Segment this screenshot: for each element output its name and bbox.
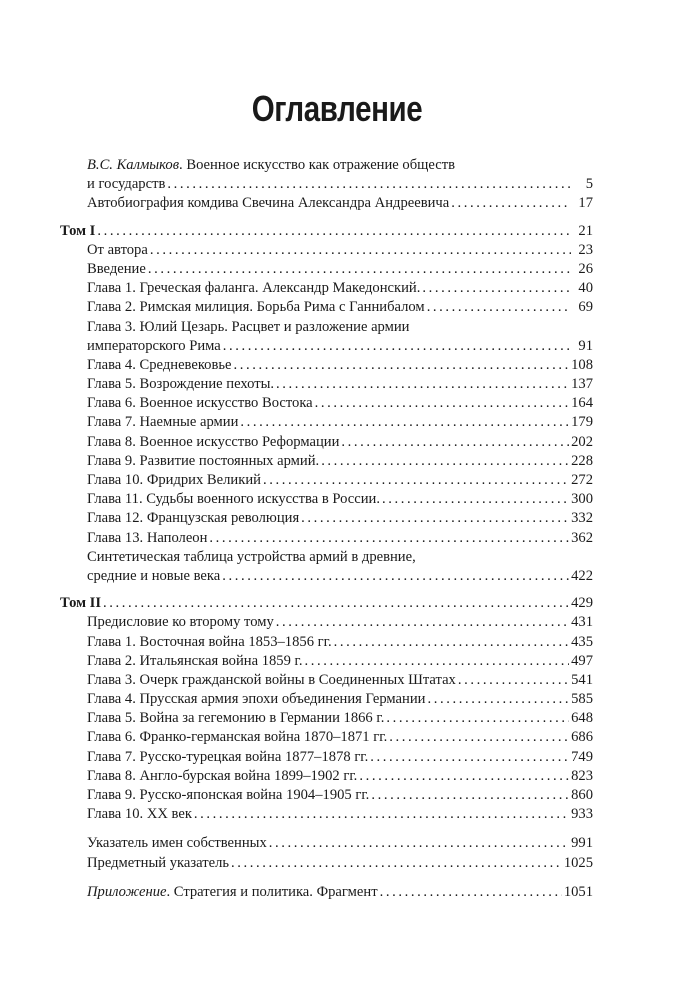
toc-entry-text: Глава 12. Французская революция [87,510,300,527]
leader-dots [194,805,569,824]
leader-dots [240,413,569,432]
leader-dots [380,883,562,902]
toc-entry [60,728,593,747]
toc-entry-text: Глава 6. Военное искусство Востока [87,395,313,412]
page-number: 23 [578,241,593,258]
page-number: 179 [571,414,593,431]
volume-label: Том II [60,595,102,612]
toc-entry-text: Глава 9. Русско-японская война 1904–1905 гг. [87,787,370,803]
toc-entry-text: Глава 8. Англо-бурская война 1899–1902 гг. [87,767,358,784]
toc-entry [60,767,593,786]
toc-entry-text: Глава 4. Средневековье [87,356,232,373]
toc-entry-biography [60,194,593,213]
toc-entry [60,854,593,873]
toc-entry-text: Введение [87,260,146,277]
toc-entry [60,509,593,528]
toc-entry [60,709,593,728]
page-number: 228 [571,452,593,469]
toc-entry-text: Глава 10. Фридрих Великий [87,472,261,488]
toc-entry [60,375,593,394]
toc-entry [60,279,593,298]
page-number: 5 [585,176,593,193]
toc-entry-text: Глава 11. Судьбы военного искусства в России. [87,491,381,508]
page-number: 40 [578,280,593,297]
page-number: 91 [578,337,593,354]
toc-entry [60,394,593,413]
toc-entry [60,748,593,767]
toc-entry-text: Автобиография комдива Свечина Александра Андреевича [87,195,450,212]
toc-entry [60,786,593,805]
leader-dots [234,356,570,375]
leader-dots [321,452,569,471]
page-number: 431 [571,614,593,631]
toc-entry-synthetic-table [60,567,593,586]
toc-entry [60,652,593,671]
leader-dots [458,671,569,690]
leader-dots [148,260,571,279]
leader-dots [223,337,571,356]
page-number: 362 [571,529,593,546]
toc-entry-appendix [60,883,593,902]
toc-entry-text: От автора [87,241,148,258]
toc-entry-text: Глава 7. Наемные армии [87,414,239,431]
toc-entry-text: Глава 10. XX век [87,806,192,823]
leader-dots [382,490,569,509]
toc-entry [60,241,593,260]
page-number: 69 [578,299,593,316]
toc-entry [60,413,593,432]
page-number: 585 [571,691,593,708]
leader-dots [209,529,569,548]
toc-entry [60,529,593,548]
toc-entry [60,356,593,375]
toc-entry-text: Глава 6. Франко-германская война 1870–1871 гг. [87,729,388,746]
leader-dots [269,834,569,853]
toc-entry-text: и государств [87,176,166,193]
leader-dots [341,433,569,452]
toc-entry-chapter-3 [60,337,593,356]
leader-dots [359,767,569,786]
toc-entry [60,452,593,471]
page-number: 1025 [563,854,593,871]
toc-entry-text: Глава 2. Итальянская война 1859 г. [87,652,303,669]
toc-entry-text: Синтетическая таблица устройства армий в древние, [87,548,416,565]
leader-dots [301,509,569,528]
toc-entry-text: Глава 13. Наполеон [87,529,208,546]
volume-label: Том I [60,222,96,239]
toc-entry [60,805,593,824]
page-number: 300 [571,491,593,508]
page-number: 429 [571,595,593,612]
toc-entry-text: Глава 5. Война за гегемонию в Германии 1866 г. [87,710,385,727]
leader-dots [422,279,571,298]
leader-dots [167,175,571,194]
page-number: 1051 [563,883,593,900]
toc-entry [60,433,593,452]
leader-dots [150,241,571,260]
toc-entry-text: Предисловие ко второму тому [87,614,274,631]
page-number: 686 [571,729,593,746]
toc-entry-text: Глава 2. Римская милиция. Борьба Рима с Ганнибалом [87,299,425,316]
leader-dots [370,748,569,767]
leader-dots [334,633,570,652]
toc-entry [60,298,593,317]
toc-entry-text: Глава 5. Возрождение пехоты. [87,376,275,393]
leader-dots [103,594,569,613]
leader-dots [371,786,569,805]
toc-volume-1 [60,222,593,241]
toc-entry-text: Глава 8. Военное искусство Реформации [87,433,340,450]
leader-dots [231,854,562,873]
toc-entry-text: Предметный указатель [87,854,230,871]
leader-dots [97,222,571,241]
leader-dots [276,613,569,632]
page-number: 272 [571,472,593,488]
toc-entry-text: Глава 9. Развитие постоянных армий. [87,452,320,469]
leader-dots [427,298,571,317]
page-number: 422 [571,567,593,584]
page-number: 17 [578,195,593,212]
toc-entry-text: Указатель имен собственных [87,835,267,852]
toc-entry [60,690,593,709]
toc-entry [60,471,593,490]
page-number: 860 [571,787,593,803]
intro-title-part1: . Военное искусство как отражение обществ [179,157,455,173]
toc-entry [60,834,593,853]
toc-entry [60,671,593,690]
toc-entry-text: Глава 1. Восточная война 1853–1856 гг. [87,633,332,650]
toc-entry-intro-line1 [60,156,593,175]
page-number: 202 [571,433,593,450]
table-of-contents [60,156,593,902]
appendix-title: . Стратегия и политика. Фрагмент [166,883,378,900]
leader-dots [276,375,569,394]
toc-entry [60,633,593,652]
page-number: 648 [571,710,593,727]
page-number: 332 [571,510,593,527]
toc-entry [60,260,593,279]
page-number: 137 [571,376,593,393]
toc-entry-chapter-3-line1 [60,318,593,337]
leader-dots [263,471,569,490]
page-number: 108 [571,356,593,373]
page-number: 823 [571,767,593,784]
toc-volume-2 [60,594,593,613]
page-number: 749 [571,748,593,765]
page-number: 435 [571,633,593,650]
page-title: Оглавление [251,88,423,129]
toc-entry-intro [60,175,593,194]
page-number: 21 [578,222,593,239]
toc-entry [60,613,593,632]
toc-entry-text: Глава 3. Очерк гражданской войны в Соединенных Штатах [87,671,456,688]
page-number: 991 [571,835,593,852]
page-number: 933 [571,806,593,823]
leader-dots [451,194,571,213]
leader-dots [305,652,570,671]
page-number: 497 [571,652,593,669]
leader-dots [386,709,569,728]
toc-entry-text: средние и новые века [87,567,221,584]
toc-entry-text: императорского Рима [87,337,221,354]
appendix-label: Приложение [87,883,167,900]
toc-entry-synthetic-table-line1 [60,548,593,567]
leader-dots [389,728,569,747]
page-number: 26 [578,260,593,277]
page-number: 541 [571,671,593,688]
leader-dots [427,690,569,709]
toc-entry-text: Глава 1. Греческая фаланга. Александр Македонский. [87,280,421,297]
intro-author: В.С. Калмыков [87,157,180,173]
toc-entry-text: Глава 3. Юлий Цезарь. Расцвет и разложение армии [87,318,410,335]
leader-dots [222,567,569,586]
toc-entry-text: Глава 7. Русско-турецкая война 1877–1878 гг. [87,748,369,765]
leader-dots [315,394,569,413]
toc-entry [60,490,593,509]
toc-entry-text: Глава 4. Прусская армия эпохи объединения Германии [87,691,426,708]
page-number: 164 [571,395,593,412]
